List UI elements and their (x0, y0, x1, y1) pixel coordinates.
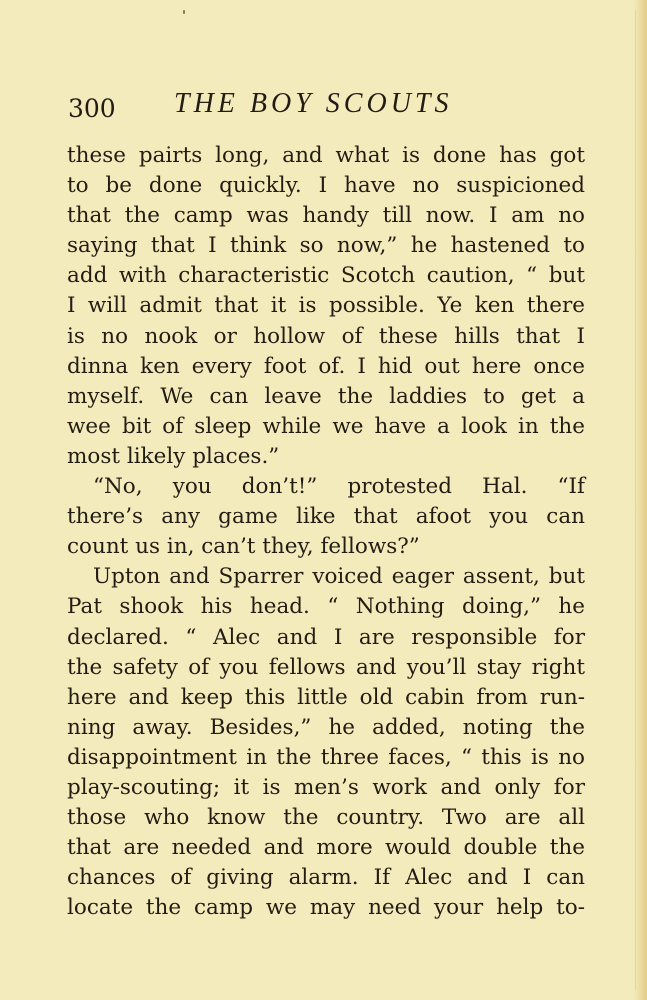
text-line: here and keep this little old cabin from run- (67, 684, 585, 710)
text-line: is no nook or hollow of these hills that I (67, 323, 585, 349)
text-line: add with characteristic Scotch caution, “ but (67, 263, 585, 289)
text-line: locate the camp we may need your help to- (67, 895, 585, 921)
text-line: dinna ken every foot of. I hid out here once (67, 353, 585, 379)
text-line: I will admit that it is possible. Ye ken there (67, 293, 585, 319)
text-line: to be done quickly. I have no suspicioned (67, 173, 585, 199)
text-line: there’s any game like that afoot you can (67, 504, 585, 530)
text-line: play-scouting; it is men’s work and only for (67, 774, 585, 800)
text-line: the safety of you fellows and you’ll stay right (67, 654, 585, 680)
text-line: Upton and Sparrer voiced eager assent, but (93, 564, 585, 590)
text-line: “No, you don’t!” protested Hal. “If (93, 474, 585, 500)
text-line: that are needed and more would double the (67, 835, 585, 861)
text-line: disappointment in the three faces, “ this is no (67, 744, 585, 770)
page-header (68, 88, 588, 128)
body-text (67, 141, 585, 923)
text-line: myself. We can leave the laddies to get a (67, 383, 585, 409)
text-line: declared. “ Alec and I are responsible for (67, 624, 585, 650)
text-line: most likely places.” (67, 443, 280, 469)
text-line: count us in, can’t they, fellows?” (67, 534, 420, 560)
page-number: 300 (68, 94, 116, 123)
text-line: these pairts long, and what is done has got (67, 143, 585, 168)
paper-speck (183, 10, 185, 14)
text-line: Pat shook his head. “ Nothing doing,” he (67, 594, 585, 620)
text-line: those who know the country. Two are all (67, 805, 585, 831)
text-line: wee bit of sleep while we have a look in the (67, 413, 585, 439)
running-title: THE BOY SCOUTS (174, 88, 453, 119)
page-edge-line (635, 10, 636, 990)
text-line: saying that I think so now,” he hastened to (67, 233, 585, 259)
text-line: chances of giving alarm. If Alec and I can (67, 865, 585, 891)
text-line: that the camp was handy till now. I am no (67, 203, 585, 229)
text-line: ning away. Besides,” he added, noting the (67, 714, 585, 740)
